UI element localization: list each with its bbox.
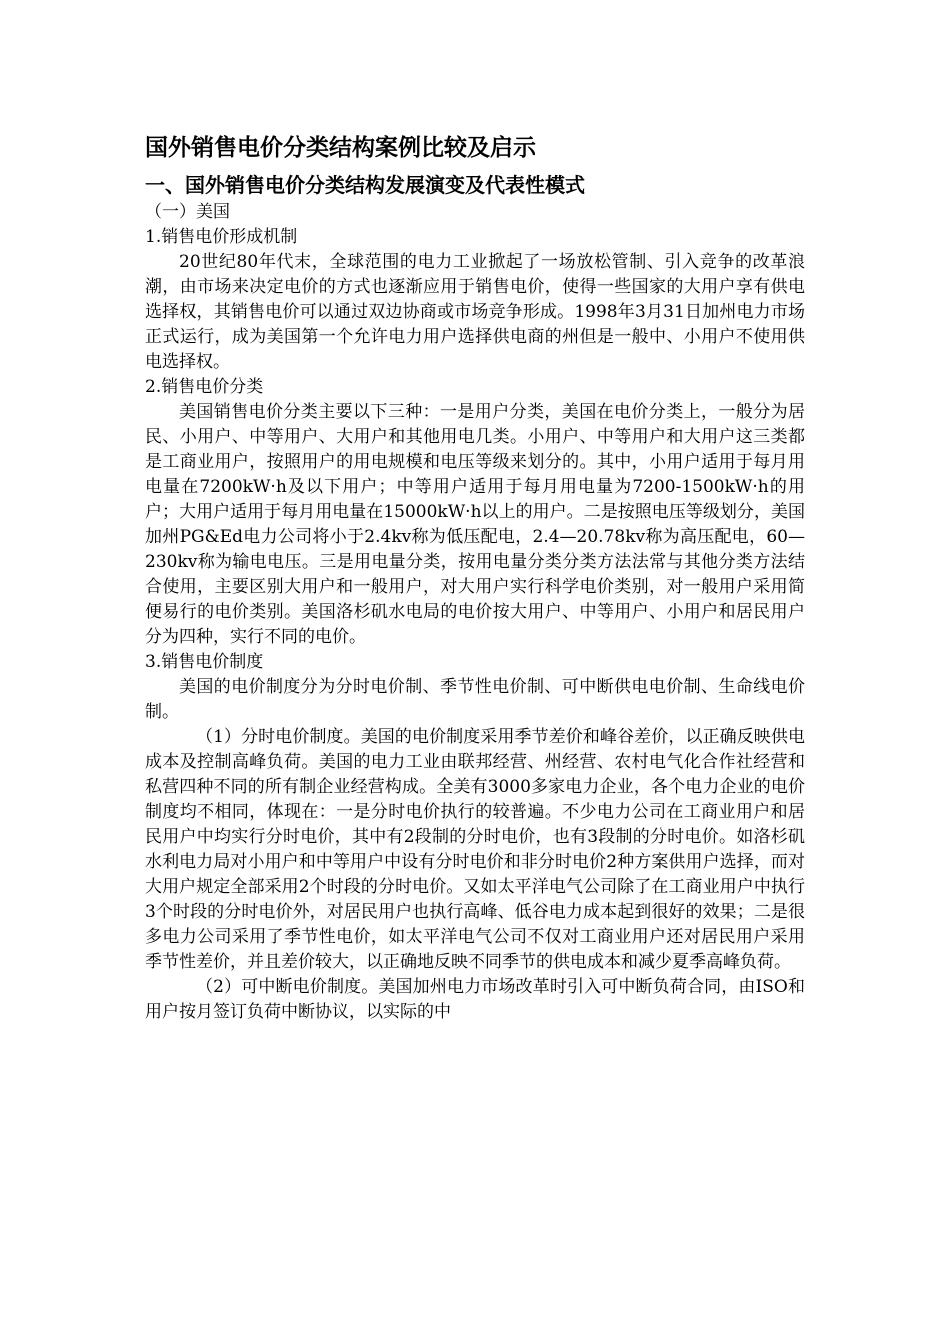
document-title: 国外销售电价分类结构案例比较及启示 bbox=[145, 135, 536, 161]
item-heading-classification: 2.销售电价分类 bbox=[145, 377, 264, 397]
paragraph-classification: 美国销售电价分类主要以下三种：一是用户分类，美国在电价分类上，一般分为居民、小用户、中等用户、大用户和其他用电几类。小用户、中等用户和大用户这三类都是工商业用户，按照用户的用电规模和电压等级来划分的。其中，小用户适用于每月用电量在7200kW·h及以下用户；中等用户适用于每月用电量为7200-1500kW·h的用户；大用户适用于每月用电量在15000kW·h以上的用户。二是按照电压等级划分，美国加州PG&Ed电力公司将小于2.4kv称为低压配电，2.4—20.78kv称为高压配电，60—230kv称为输电电压。三是用电量分类，按用电量分类分类方法法常与其他分类方法结合使用，主要区别大用户和一般用户，对大用户实行科学电价类别，对一般用户采用简便易行的电价类别。美国洛杉矶水电局的电价按大用户、中等用户、小用户和居民用户分为四种，实行不同的电价。 bbox=[145, 402, 805, 647]
paragraph-formation: 20世纪80年代末，全球范围的电力工业掀起了一场放松管制、引入竞争的改革浪潮，由市场来决定电价的方式也逐渐应用于销售电价，使得一些国家的大用户享有供电选择权，其销售电价可以通过双边协商或市场竞争形成。1998年3月31日加州电力市场正式运行，成为美国第一个允许电力用户选择供电商的州但是一般中、小用户不使用供电选择权。 bbox=[145, 252, 805, 372]
item-heading-system: 3.销售电价制度 bbox=[145, 652, 264, 672]
item-heading-formation: 1.销售电价形成机制 bbox=[145, 227, 298, 247]
document-page bbox=[145, 130, 805, 1025]
section-heading: 一、国外销售电价分类结构发展演变及代表性模式 bbox=[145, 173, 585, 197]
paragraph-interruptible-pricing: （2）可中断电价制度。美国加州电力市场改革时引入可中断负荷合同，由ISO和用户按月签订负荷中断协议，以实际的中 bbox=[145, 977, 805, 1022]
paragraph-system: 美国的电价制度分为分时电价制、季节性电价制、可中断供电电价制、生命线电价制。 bbox=[145, 677, 805, 722]
subsection-heading: （一）美国 bbox=[145, 202, 230, 222]
paragraph-tou-pricing: （1）分时电价制度。美国的电价制度采用季节差价和峰谷差价，以正确反映供电成本及控制高峰负荷。美国的电力工业由联邦经营、州经营、农村电气化合作社经营和私营四种不同的所有制企业经营构成。全美有3000多家电力企业，各个电力企业的电价制度均不相同，体现在：一是分时电价执行的较普遍。不少电力公司在工商业用户和居民用户中均实行分时电价，其中有2段制的分时电价，也有3段制的分时电价。如洛杉矶水利电力局对小用户和中等用户中设有分时电价和非分时电价2种方案供用户选择，而对大用户规定全部采用2个时段的分时电价。又如太平洋电气公司除了在工商业用户中执行3个时段的分时电价外，对居民用户也执行高峰、低谷电力成本起到很好的效果；二是很多电力公司采用了季节性电价，如太平洋电气公司不仅对工商业用户还对居民用户采用季节性差价，并且差价较大，以正确地反映不同季节的供电成本和减少夏季高峰负荷。 bbox=[145, 727, 805, 972]
